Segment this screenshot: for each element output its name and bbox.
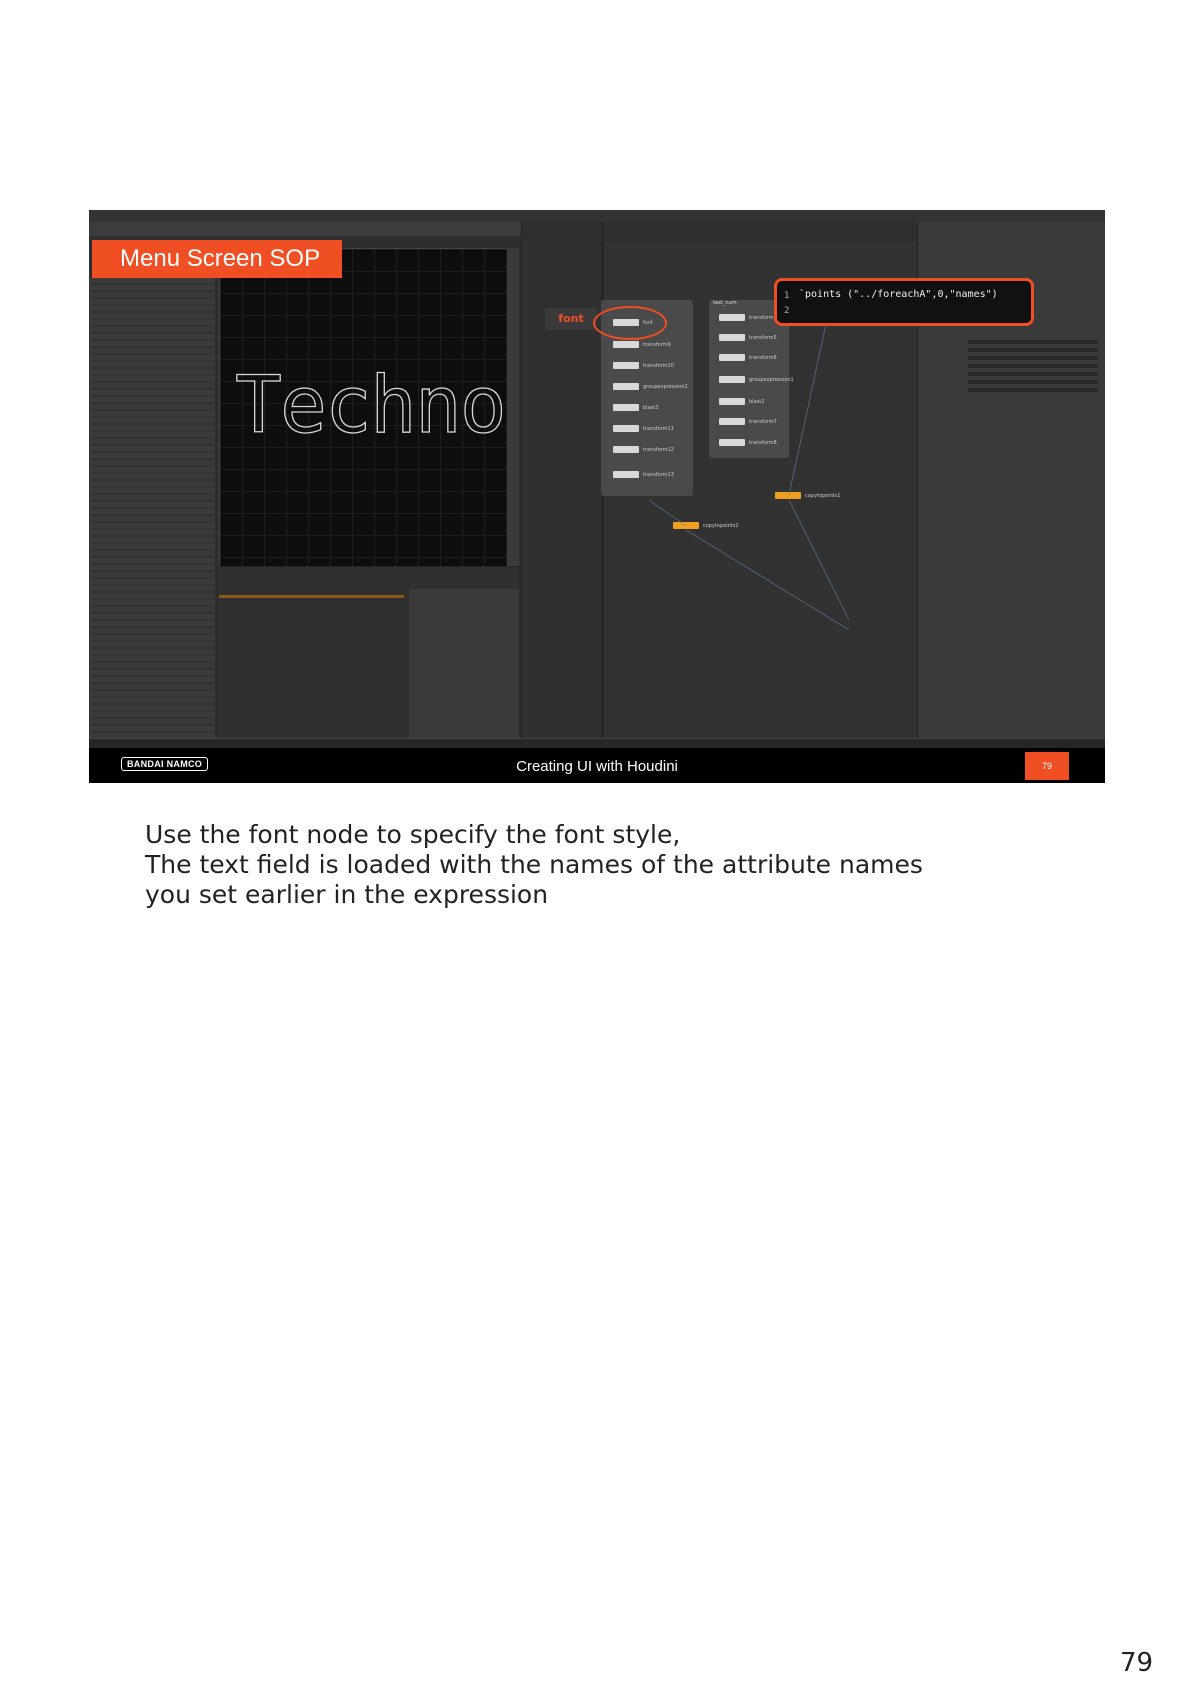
section-label: Menu Screen SOP [92, 240, 342, 278]
font-callout: font [545, 308, 597, 330]
node-label: transform12 [643, 447, 674, 453]
node-label: blast2 [749, 399, 765, 405]
expression-code: `points ("../foreachA",0,"names") [799, 289, 998, 300]
node-label: font [643, 320, 653, 326]
subnet-title: text_num [713, 300, 737, 306]
caption-line-2: The text field is loaded with the names of the attribute names [145, 850, 923, 879]
node-label: transform10 [643, 363, 674, 369]
node-label: groupexpression1 [749, 377, 794, 383]
slide-image [89, 210, 1105, 783]
node-label: copytopoints2 [703, 523, 739, 529]
node-label: transform5 [749, 335, 777, 341]
node-label: transform7 [749, 419, 777, 425]
slide-number: 79 [1025, 752, 1069, 780]
viewport-text: Techno [235, 361, 505, 451]
node-label: transform8 [749, 440, 777, 446]
caption [145, 820, 1105, 910]
node-label: transform9 [643, 342, 671, 348]
node-label: groupexpression2 [643, 384, 688, 390]
node-label: transform13 [643, 472, 674, 478]
node-label: transform11 [643, 426, 674, 432]
expression-callout [774, 278, 1034, 326]
line-numbers: 1 2 [784, 291, 790, 316]
page-number: 79 [1120, 1648, 1154, 1678]
node-label: blast3 [643, 405, 659, 411]
caption-line-1: Use the font node to specify the font style, [145, 820, 681, 849]
node-label: copytopoints1 [805, 493, 841, 499]
node-label: transform6 [749, 355, 777, 361]
footer-title: Creating UI with Houdini [516, 758, 678, 775]
node-label: transform [749, 315, 774, 321]
houdini-screenshot [89, 210, 1105, 748]
company-logo: BANDAI NAMCO [121, 757, 208, 771]
caption-line-3: you set earlier in the expression [145, 880, 549, 909]
font-highlight-circle [593, 306, 667, 340]
slide-footer [89, 748, 1105, 783]
